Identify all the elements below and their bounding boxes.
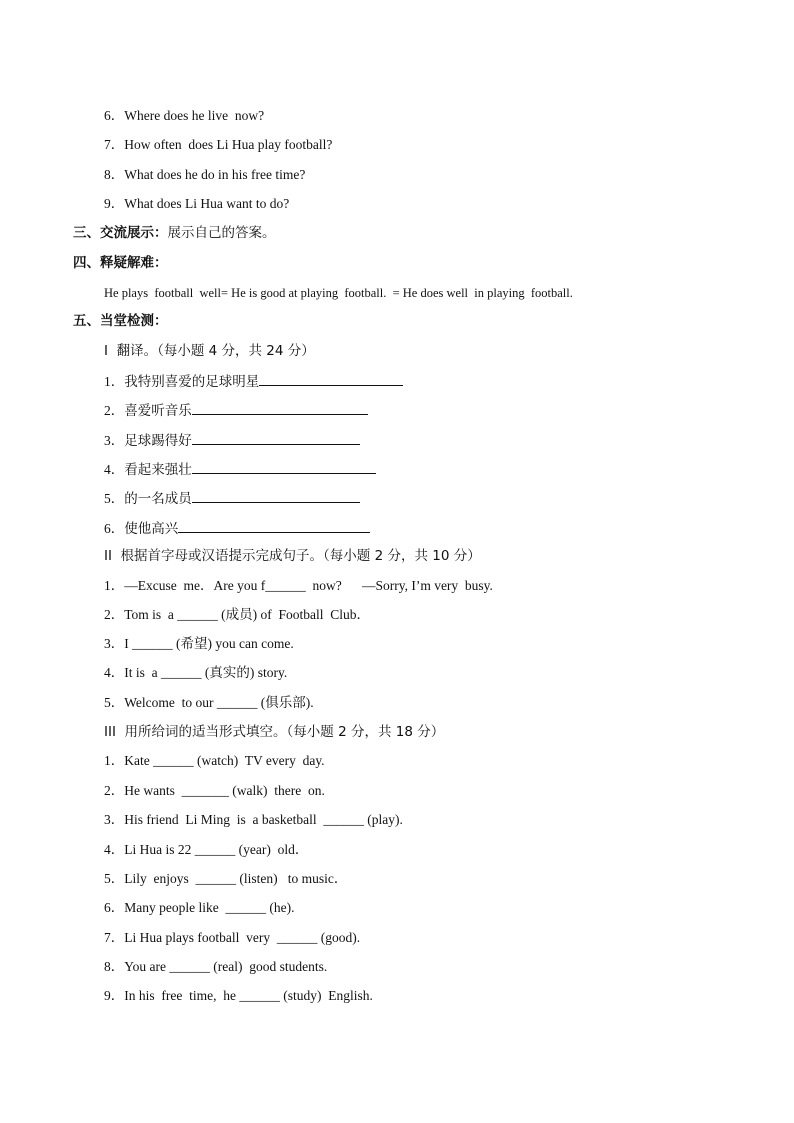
- item-text: It is a ______ (真实的) story.: [124, 665, 288, 680]
- item-text: Kate ______ (watch) TV every day.: [124, 753, 325, 768]
- section-text: 展示自己的答案。: [167, 225, 276, 241]
- item-number: 5．: [104, 871, 125, 886]
- question-text: How often does Li Hua play football?: [124, 137, 333, 152]
- item-number: 6．: [104, 521, 125, 536]
- fill-item: [104, 782, 325, 800]
- question-text: What does Li Hua want to do?: [124, 196, 290, 211]
- question-number: 7．: [104, 137, 125, 152]
- question-line: [104, 107, 264, 125]
- section-heading-5: [73, 312, 168, 330]
- item-text: Many people like ______ (he).: [124, 900, 295, 915]
- fill-item: [104, 958, 327, 976]
- item-text: 足球踢得好: [124, 433, 192, 449]
- item-text: His friend Li Ming is a basketball ______ (play).: [124, 812, 403, 827]
- item-number: 1．: [104, 578, 125, 593]
- item-text: Welcome to our ______ (俱乐部).: [124, 695, 314, 710]
- item-number: 4．: [104, 842, 125, 857]
- item-number: 8．: [104, 959, 125, 974]
- item-number: 2．: [104, 403, 125, 418]
- item-text: Lily enjoys ______ (listen) to music．: [124, 871, 348, 886]
- explanation-line: He plays football well= He is good at playing football. = He does well in playing football.: [104, 286, 573, 300]
- section-label: 四、释疑解难：: [73, 255, 168, 271]
- sentence-item: [104, 577, 493, 595]
- item-text: He wants _______ (walk) there on.: [124, 783, 325, 798]
- item-text: In his free time, he ______ (study) English.: [124, 988, 373, 1003]
- item-text: Li Hua is 22 ______ (year) old．: [124, 842, 309, 857]
- part-title: III 用所给词的适当形式填空。（每小题 2 分，共 18 分）: [104, 724, 445, 740]
- item-number: 4．: [104, 665, 125, 680]
- question-line: [104, 136, 332, 154]
- item-number: 2．: [104, 783, 125, 798]
- question-text: Where does he live now?: [124, 108, 265, 123]
- question-number: 8．: [104, 167, 125, 182]
- item-number: 7．: [104, 930, 125, 945]
- translation-item: [104, 459, 376, 479]
- answer-blank[interactable]: [192, 430, 360, 445]
- item-text: I ______ (希望) you can come.: [124, 636, 294, 651]
- item-number: 2．: [104, 607, 125, 622]
- fill-item: [104, 841, 308, 859]
- answer-blank[interactable]: [192, 459, 376, 474]
- sentence-item: [104, 694, 314, 712]
- section-heading-4: [73, 254, 168, 272]
- question-text: What does he do in his free time?: [124, 167, 306, 182]
- part-title: II 根据首字母或汉语提示完成句子。（每小题 2 分，共 10 分）: [104, 548, 481, 564]
- fill-item: [104, 929, 360, 947]
- item-number: 9．: [104, 988, 125, 1003]
- item-text: Li Hua plays football very ______ (good).: [124, 930, 361, 945]
- item-text: 喜爱听音乐: [124, 403, 192, 419]
- item-text: Tom is a ______ (成员) of Football Club．: [124, 607, 371, 622]
- question-line: [104, 166, 305, 184]
- answer-blank[interactable]: [192, 488, 360, 503]
- item-text: 我特别喜爱的足球明星: [124, 374, 260, 390]
- question-number: 9．: [104, 196, 125, 211]
- translation-item: [104, 400, 368, 420]
- item-text: You are ______ (real) good students.: [124, 959, 328, 974]
- question-number: 6．: [104, 108, 125, 123]
- fill-item: [104, 987, 373, 1005]
- section-heading-3: [73, 224, 276, 242]
- item-number: 3．: [104, 636, 125, 651]
- item-number: 5．: [104, 695, 125, 710]
- section-label: 五、当堂检测：: [73, 313, 168, 329]
- translation-item: [104, 430, 360, 450]
- part-title: I 翻译。（每小题 4 分，共 24 分）: [104, 343, 315, 359]
- fill-item: [104, 811, 403, 829]
- translation-item: [104, 371, 403, 391]
- item-number: 1．: [104, 753, 125, 768]
- answer-blank[interactable]: [178, 518, 370, 533]
- item-text: 看起来强壮: [124, 462, 192, 478]
- fill-item: [104, 752, 325, 770]
- translation-item: [104, 518, 370, 538]
- fill-item: [104, 870, 347, 888]
- question-line: [104, 195, 289, 213]
- answer-blank[interactable]: [192, 400, 368, 415]
- item-text: 的一名成员: [124, 491, 192, 507]
- item-number: 6．: [104, 900, 125, 915]
- section-label: 三、交流展示：: [73, 225, 168, 241]
- item-number: 3．: [104, 433, 125, 448]
- item-number: 5．: [104, 491, 125, 506]
- item-text: —Excuse me．Are you f______ now? —Sorry, I’m very busy.: [124, 578, 493, 593]
- fill-item: [104, 899, 294, 917]
- item-number: 4．: [104, 462, 125, 477]
- answer-blank[interactable]: [259, 371, 403, 386]
- item-text: 使他高兴: [124, 521, 179, 537]
- sentence-item: [104, 664, 287, 682]
- sentence-item: [104, 635, 294, 653]
- item-number: 1．: [104, 374, 125, 389]
- item-number: 3．: [104, 812, 125, 827]
- translation-item: [104, 488, 360, 508]
- sentence-item: [104, 606, 370, 624]
